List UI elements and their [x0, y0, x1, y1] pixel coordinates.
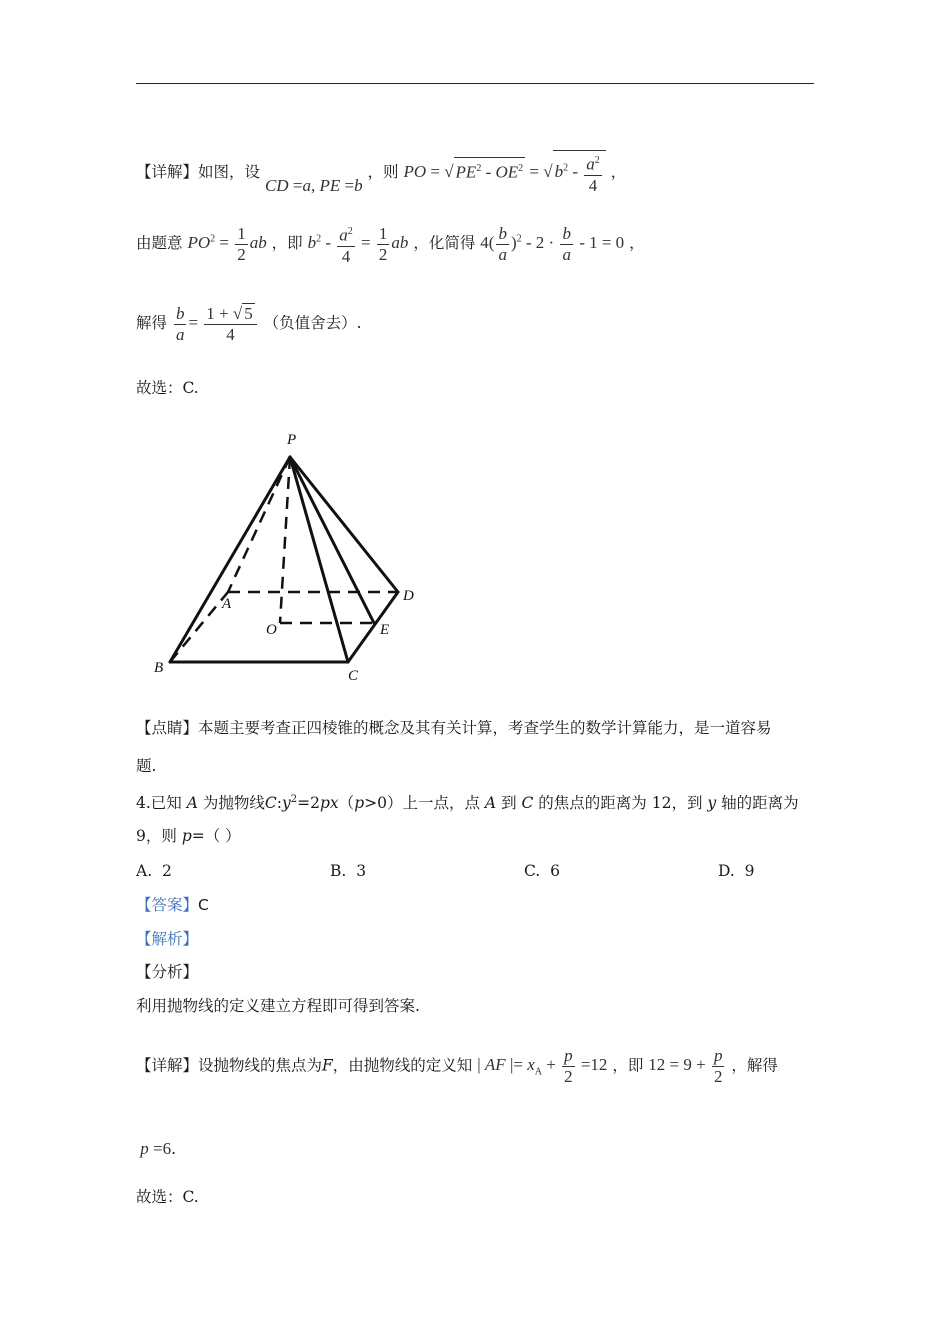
- edge-pc: [290, 457, 348, 662]
- choose-line-2: 故选：C.: [136, 1188, 199, 1206]
- options-row: [136, 860, 814, 882]
- fenxi-label: 【分析】: [136, 963, 199, 981]
- detail-line-2: 由题意 $PO^2$ = $\frac{1}{2}$ ab ，即 $b^2$ - $\frac{a^2}{4}$ = $\frac{1}{2}$ ab ，化简得 4( $\frac{b}{a}$ )$^2$ - 2 · $\frac{b}{a}$ - 1 = 0 ，: [136, 223, 645, 266]
- option-d[interactable]: D. 9: [718, 862, 755, 880]
- edge-cd: [348, 592, 398, 662]
- comment-line-2: 题.: [136, 757, 157, 775]
- math-af: | AF |= $x_A$ + $\frac{p}{2}$ =12: [477, 1046, 608, 1086]
- fenxi-text: 利用抛物线的定义建立方程即可得到答案.: [136, 997, 420, 1015]
- label-p: P: [287, 432, 297, 448]
- detail-4-line: 【详解】设抛物线的焦点为F，由抛物线的定义知 | AF |= $x_A$ + $\frac{p}{2}$ =12 ，即 12 = 9 + $\frac{p}{2}$ ，解得: [136, 1046, 778, 1086]
- detail-label: 【详解】: [136, 163, 199, 182]
- math-po-squared: $PO^2$ = $\frac{1}{2}$ ab: [187, 223, 267, 264]
- math-result: $\frac{b}{a}$ = $\frac{1 + √ 5}{4}$: [172, 313, 259, 332]
- edge-pe: [290, 457, 374, 623]
- question-4-line-2: 9，则 p=（ ）: [136, 827, 241, 845]
- label-d: D: [403, 588, 414, 604]
- label-b: B: [154, 660, 164, 676]
- edge-ba: [170, 592, 228, 662]
- math-cd-pe: CD =a, PE =b: [264, 176, 363, 196]
- comment-line-1: 【点睛】本题主要考查正四棱锥的概念及其有关计算，考查学生的数学计算能力，是一道容易: [136, 719, 772, 737]
- math-equation: $b^2$ - $\frac{a^2}{4}$ = $\frac{1}{2}$ ab: [307, 223, 409, 266]
- option-c[interactable]: C. 6: [524, 862, 560, 880]
- answer-line: [136, 894, 209, 916]
- comment-label: 【点睛】: [136, 719, 199, 737]
- edge-po: [280, 457, 290, 623]
- label-a: A: [222, 596, 232, 612]
- answer-value: C: [198, 896, 209, 914]
- option-a[interactable]: A. 2: [136, 862, 172, 880]
- pyramid-figure: [140, 425, 440, 690]
- math-12: 12 = 9 + $\frac{p}{2}$: [648, 1046, 723, 1086]
- analysis-label: 【解析】: [136, 930, 199, 948]
- edge-pa: [228, 457, 290, 592]
- detail-line-3: 解得 $\frac{b}{a}$ = $\frac{1 + √ 5}{4}$ （负值舍去）.: [136, 303, 362, 344]
- math-simplified: 4( $\frac{b}{a}$ )$^2$ - 2 · $\frac{b}{a}$ - 1 = 0: [480, 223, 625, 264]
- math-po: PO = √ $PE^2 - OE^2$ = √ $b^2$ - $\frac{a^2}{4}$: [403, 162, 605, 181]
- choose-line-1: 故选：C.: [136, 379, 199, 397]
- edge-pd: [290, 457, 398, 592]
- p-result: p =6.: [140, 1139, 177, 1158]
- answer-label: 【答案】: [136, 896, 199, 914]
- label-o: O: [266, 622, 277, 638]
- label-e: E: [380, 622, 390, 638]
- question-4-line-1: 4.已知 A 为抛物线$C:y^2=2px(p>0)$上一点，点 A 到 C 的焦点的距离为 12，到 y 轴的距离为: [136, 794, 799, 813]
- header-rule: [136, 83, 814, 84]
- label-c: C: [348, 668, 359, 684]
- detail-line-1: 【详解】如图，设 CD =a, PE =b ，则 PO = √ $PE^2 - OE^2$ = √ $b^2$ - $\frac{a^2}{4}$ ，: [136, 150, 626, 196]
- option-b[interactable]: B. 3: [330, 862, 367, 880]
